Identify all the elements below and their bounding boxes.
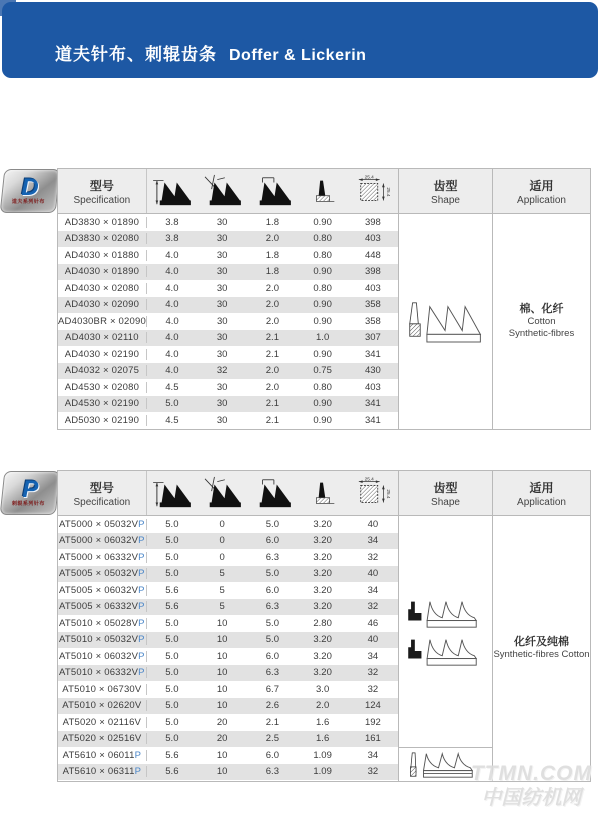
rib-thickness-icon xyxy=(298,471,348,515)
table-row xyxy=(58,764,398,781)
table-row xyxy=(58,313,398,330)
value-cell-angle: 10 xyxy=(216,634,228,646)
table-row xyxy=(58,330,398,347)
value-cell-height: 4.0 xyxy=(165,282,179,294)
value-cell-height: 4.0 xyxy=(165,332,179,344)
value-cell-pitch: 2.1 xyxy=(265,398,279,410)
svg-text:25.4: 25.4 xyxy=(385,187,391,197)
value-cell-height: 5.6 xyxy=(165,749,179,761)
value-cell-density: 403 xyxy=(364,282,381,294)
value-cell-height: 5.6 xyxy=(165,601,179,613)
value-cell-angle: 30 xyxy=(216,299,228,311)
model-cell: AT5010 × 02620V xyxy=(58,700,147,711)
doffer-table-header xyxy=(58,169,398,214)
value-cell-density: 124 xyxy=(364,700,381,712)
model-cell: AD4530 × 02080 xyxy=(58,382,147,393)
value-cell-thickness: 3.20 xyxy=(313,601,332,613)
model-cell: AT5010 × 06332VP xyxy=(58,667,147,678)
value-cell-density: 32 xyxy=(367,667,379,679)
value-cell-height: 4.0 xyxy=(165,249,179,261)
value-cell-density: 358 xyxy=(364,299,381,311)
value-cell-density: 32 xyxy=(367,683,379,695)
table-row xyxy=(58,247,398,264)
application-cn: 化纤及纯棉 xyxy=(513,636,569,648)
application-cn: 棉、化纤 xyxy=(519,302,564,315)
value-cell-pitch: 2.0 xyxy=(265,365,279,377)
value-cell-height: 5.0 xyxy=(165,535,179,547)
value-cell-pitch: 6.0 xyxy=(265,535,279,547)
model-cell: AT5010 × 05028VP xyxy=(58,618,147,629)
value-cell-pitch: 2.0 xyxy=(265,381,279,393)
lickerin-shape-column xyxy=(398,471,492,781)
application-en1: Cotton xyxy=(527,315,556,327)
value-cell-density: 40 xyxy=(367,634,379,646)
spec-column-header xyxy=(58,169,147,213)
value-cell-angle: 5 xyxy=(219,584,225,596)
tooth-density-icon xyxy=(348,471,398,515)
watermark-line2: 中国纺机网 xyxy=(481,787,582,809)
application-header-en: Application xyxy=(517,194,566,206)
value-cell-angle: 0 xyxy=(219,518,225,530)
table-row xyxy=(58,632,398,649)
value-cell-pitch: 2.1 xyxy=(265,414,279,426)
lickerin-series-logo xyxy=(0,471,60,515)
value-cell-density: 40 xyxy=(367,518,379,530)
value-cell-density: 40 xyxy=(367,568,379,580)
value-cell-height: 5.6 xyxy=(165,766,179,778)
spec-header-cn: 型号 xyxy=(89,480,114,495)
lickerin-logo-caption: 刺辊系列针布 xyxy=(12,501,46,507)
shape-column-header xyxy=(399,169,492,214)
value-cell-height: 4.0 xyxy=(165,348,179,360)
doffer-tooth-profile-icon xyxy=(404,296,488,346)
value-cell-height: 3.8 xyxy=(165,216,179,228)
value-cell-angle: 30 xyxy=(216,348,228,360)
tooth-front-angle-icon xyxy=(197,169,247,213)
value-cell-pitch: 2.6 xyxy=(265,700,279,712)
value-cell-height: 5.0 xyxy=(165,518,179,530)
spec-column-header xyxy=(58,471,147,515)
model-cell: AT5000 × 06332VP xyxy=(58,552,147,563)
value-cell-height: 5.0 xyxy=(165,733,179,745)
value-cell-thickness: 3.20 xyxy=(313,568,332,580)
model-cell: AT5610 × 06311P xyxy=(58,766,147,777)
model-cell: AD4030 × 02080 xyxy=(58,283,147,294)
value-cell-angle: 30 xyxy=(216,414,228,426)
svg-text:25.4: 25.4 xyxy=(364,477,374,483)
value-cell-thickness: 3.20 xyxy=(313,667,332,679)
lickerin-table-left xyxy=(58,471,398,781)
value-cell-height: 5.0 xyxy=(165,667,179,679)
value-cell-angle: 30 xyxy=(216,381,228,393)
value-cell-thickness: 0.80 xyxy=(313,233,332,245)
model-cell: AD3830 × 02080 xyxy=(58,233,147,244)
value-cell-density: 32 xyxy=(367,766,379,778)
value-cell-thickness: 0.90 xyxy=(313,398,332,410)
model-cell: AD4030 × 01890 xyxy=(58,266,147,277)
value-cell-thickness: 0.90 xyxy=(313,315,332,327)
value-cell-angle: 30 xyxy=(217,315,228,327)
value-cell-thickness: 0.80 xyxy=(313,381,332,393)
tooth-density-icon xyxy=(348,169,398,213)
table-row xyxy=(58,549,398,566)
value-cell-thickness: 0.75 xyxy=(313,365,332,377)
svg-text:25.4: 25.4 xyxy=(385,489,391,499)
page-title-cn: 道夫针布、刺辊齿条 xyxy=(55,45,217,64)
value-cell-angle: 0 xyxy=(219,535,225,547)
model-cell: AT5000 × 06032VP xyxy=(58,535,147,546)
value-cell-density: 34 xyxy=(367,535,379,547)
table-row xyxy=(58,363,398,380)
value-cell-pitch: 5.0 xyxy=(265,617,279,629)
lickerin-spec-table xyxy=(57,470,591,782)
value-cell-angle: 30 xyxy=(216,332,228,344)
value-cell-height: 4.0 xyxy=(165,365,179,377)
value-cell-height: 3.8 xyxy=(165,233,179,245)
value-cell-pitch: 5.0 xyxy=(265,518,279,530)
table-row xyxy=(58,346,398,363)
model-cell: AT5610 × 06011P xyxy=(58,750,147,761)
value-cell-density: 34 xyxy=(367,650,379,662)
value-cell-density: 32 xyxy=(367,601,379,613)
value-cell-density: 341 xyxy=(364,414,381,426)
value-cell-angle: 32 xyxy=(216,365,228,377)
value-cell-angle: 10 xyxy=(216,700,228,712)
tooth-tip-width-icon xyxy=(247,471,297,515)
value-cell-density: 192 xyxy=(364,716,381,728)
value-cell-thickness: 3.20 xyxy=(313,584,332,596)
application-en2: Synthetic-fibres xyxy=(508,327,575,339)
spec-header-en: Specification xyxy=(73,496,131,508)
value-cell-thickness: 2.80 xyxy=(313,617,332,629)
value-cell-pitch: 6.3 xyxy=(265,667,279,679)
value-cell-angle: 10 xyxy=(216,650,228,662)
value-cell-angle: 30 xyxy=(216,216,228,228)
table-row xyxy=(58,599,398,616)
spec-header-en: Specification xyxy=(73,194,131,206)
table-row xyxy=(58,264,398,281)
value-cell-thickness: 3.20 xyxy=(313,535,332,547)
value-cell-height: 4.5 xyxy=(165,381,179,393)
table-row xyxy=(58,566,398,583)
lickerin-shape-drawings xyxy=(399,516,492,747)
doffer-logo-letter: D xyxy=(21,174,39,201)
value-cell-density: 161 xyxy=(364,733,381,745)
table-row xyxy=(58,280,398,297)
application-header-cn: 适用 xyxy=(529,178,554,193)
table-row xyxy=(58,516,398,533)
model-cell: AD4030 × 02110 xyxy=(58,332,147,343)
table-row xyxy=(58,582,398,599)
value-cell-pitch: 6.0 xyxy=(265,650,279,662)
value-cell-height: 5.0 xyxy=(165,551,179,563)
value-cell-angle: 20 xyxy=(216,716,228,728)
table-row xyxy=(58,396,398,413)
value-cell-pitch: 2.0 xyxy=(265,282,279,294)
model-cell: AT5020 × 02516V xyxy=(58,733,147,744)
value-cell-thickness: 3.0 xyxy=(316,683,330,695)
model-cell: AD4530 × 02190 xyxy=(58,398,147,409)
value-cell-pitch: 6.3 xyxy=(265,766,279,778)
value-cell-density: 403 xyxy=(364,233,381,245)
value-cell-angle: 30 xyxy=(216,398,228,410)
value-cell-density: 307 xyxy=(364,332,381,344)
model-cell: AT5010 × 06032VP xyxy=(58,651,147,662)
value-cell-height: 5.0 xyxy=(165,716,179,728)
value-cell-height: 4.0 xyxy=(165,315,179,327)
doffer-spec-table xyxy=(57,168,591,430)
value-cell-pitch: 2.1 xyxy=(265,716,279,728)
value-cell-angle: 30 xyxy=(216,233,228,245)
value-cell-height: 5.0 xyxy=(165,398,179,410)
value-cell-angle: 10 xyxy=(216,683,228,695)
value-cell-density: 403 xyxy=(364,381,381,393)
value-cell-density: 448 xyxy=(364,249,381,261)
value-cell-density: 398 xyxy=(364,266,381,278)
value-cell-pitch: 5.0 xyxy=(265,568,279,580)
value-cell-height: 4.0 xyxy=(165,299,179,311)
value-cell-angle: 0 xyxy=(219,551,225,563)
model-cell: AT5005 × 05032VP xyxy=(58,568,147,579)
table-row xyxy=(58,681,398,698)
watermark-line1: TTMN.COM xyxy=(470,762,592,785)
spec-header-cn: 型号 xyxy=(89,178,114,193)
value-cell-pitch: 6.0 xyxy=(265,584,279,596)
doffer-shape-drawing xyxy=(399,214,492,429)
model-cell: AT5000 × 05032VP xyxy=(58,519,147,530)
value-cell-density: 430 xyxy=(364,365,381,377)
value-cell-angle: 30 xyxy=(216,249,228,261)
table-row xyxy=(58,665,398,682)
lickerin-table-rows xyxy=(58,516,398,780)
value-cell-thickness: 0.90 xyxy=(313,266,332,278)
application-column-header xyxy=(493,471,590,516)
value-cell-density: 32 xyxy=(367,551,379,563)
value-cell-angle: 30 xyxy=(216,282,228,294)
application-column-header xyxy=(493,169,590,214)
model-cell: AT5010 × 06730V xyxy=(58,684,147,695)
value-cell-thickness: 3.20 xyxy=(313,518,332,530)
value-cell-height: 4.0 xyxy=(165,266,179,278)
page-title-en: Doffer & Lickerin xyxy=(229,47,367,64)
value-cell-thickness: 0.80 xyxy=(313,282,332,294)
model-cell: AT5005 × 06332VP xyxy=(58,601,147,612)
table-row xyxy=(58,648,398,665)
value-cell-thickness: 0.90 xyxy=(313,414,332,426)
shape-column-header xyxy=(399,471,492,516)
value-cell-angle: 20 xyxy=(216,733,228,745)
value-cell-density: 46 xyxy=(367,617,379,629)
value-cell-pitch: 2.0 xyxy=(265,299,279,311)
table-row xyxy=(58,615,398,632)
value-cell-angle: 10 xyxy=(216,749,228,761)
value-cell-thickness: 1.6 xyxy=(316,733,330,745)
tooth-tip-width-icon xyxy=(247,169,297,213)
tooth-total-height-icon xyxy=(147,471,197,515)
shape-header-en: Shape xyxy=(431,496,460,508)
model-cell: AD5030 × 02190 xyxy=(58,415,147,426)
value-cell-pitch: 6.0 xyxy=(265,749,279,761)
value-cell-height: 5.0 xyxy=(165,568,179,580)
value-cell-pitch: 2.0 xyxy=(265,233,279,245)
rib-thickness-icon xyxy=(298,169,348,213)
doffer-application-column xyxy=(492,169,590,429)
page-title xyxy=(2,40,366,78)
model-cell: AT5005 × 06032VP xyxy=(58,585,147,596)
table-row xyxy=(58,731,398,748)
value-cell-pitch: 6.3 xyxy=(265,601,279,613)
model-cell: AD4030 × 02090 xyxy=(58,299,147,310)
doffer-table-left xyxy=(58,169,398,429)
svg-text:25.4: 25.4 xyxy=(364,175,374,181)
model-cell: AT5010 × 05032VP xyxy=(58,634,147,645)
value-cell-height: 4.5 xyxy=(165,414,179,426)
lickerin-table-header xyxy=(58,471,398,516)
model-cell: AD3830 × 01890 xyxy=(58,217,147,228)
value-cell-thickness: 1.09 xyxy=(313,766,332,778)
value-cell-density: 34 xyxy=(367,584,379,596)
doffer-table-rows xyxy=(58,214,398,429)
table-row xyxy=(58,231,398,248)
doffer-logo-caption: 道夫系列针布 xyxy=(12,199,46,205)
lickerin-tooth-profile-icon xyxy=(404,596,488,630)
value-cell-pitch: 6.3 xyxy=(265,551,279,563)
value-cell-angle: 10 xyxy=(216,766,228,778)
model-cell: AD4032 × 02075 xyxy=(58,365,147,376)
shape-header-cn: 齿型 xyxy=(433,480,458,495)
value-cell-thickness: 3.20 xyxy=(313,634,332,646)
value-cell-pitch: 2.1 xyxy=(265,348,279,360)
model-cell: AT5020 × 02116V xyxy=(58,717,147,728)
value-cell-angle: 10 xyxy=(216,617,228,629)
value-cell-angle: 30 xyxy=(216,266,228,278)
value-cell-thickness: 0.90 xyxy=(313,299,332,311)
lickerin-application-text xyxy=(493,516,590,781)
value-cell-thickness: 3.20 xyxy=(313,551,332,563)
value-cell-thickness: 2.0 xyxy=(316,700,330,712)
value-cell-density: 398 xyxy=(364,216,381,228)
value-cell-thickness: 1.09 xyxy=(313,749,332,761)
model-cell: AD4030 × 01880 xyxy=(58,250,147,261)
value-cell-thickness: 1.6 xyxy=(316,716,330,728)
lickerin-tooth-profile-icon xyxy=(404,750,488,780)
doffer-application-text xyxy=(493,214,590,429)
value-cell-density: 358 xyxy=(364,315,381,327)
value-cell-angle: 5 xyxy=(219,568,225,580)
table-row xyxy=(58,533,398,550)
value-cell-angle: 5 xyxy=(219,601,225,613)
shape-header-en: Shape xyxy=(431,194,460,206)
value-cell-pitch: 1.8 xyxy=(265,249,279,261)
value-cell-thickness: 3.20 xyxy=(313,650,332,662)
application-header-en: Application xyxy=(517,496,566,508)
value-cell-thickness: 0.90 xyxy=(313,216,332,228)
value-cell-density: 341 xyxy=(364,398,381,410)
value-cell-height: 5.0 xyxy=(165,634,179,646)
application-header-cn: 适用 xyxy=(529,480,554,495)
tooth-total-height-icon xyxy=(147,169,197,213)
value-cell-pitch: 2.1 xyxy=(265,332,279,344)
value-cell-pitch: 2.5 xyxy=(265,733,279,745)
value-cell-height: 5.6 xyxy=(165,584,179,596)
value-cell-height: 5.0 xyxy=(165,683,179,695)
tooth-front-angle-icon xyxy=(197,471,247,515)
model-cell: AD4030 × 02190 xyxy=(58,349,147,360)
value-cell-pitch: 1.8 xyxy=(265,266,279,278)
value-cell-pitch: 2.0 xyxy=(265,315,280,327)
lickerin-application-column xyxy=(492,471,590,781)
table-row xyxy=(58,379,398,396)
lickerin-tooth-profile-icon xyxy=(404,634,488,668)
value-cell-pitch: 5.0 xyxy=(265,634,279,646)
value-cell-height: 5.0 xyxy=(165,700,179,712)
application-en1: Synthetic-fibres Cotton xyxy=(493,649,590,660)
value-cell-height: 5.0 xyxy=(165,650,179,662)
table-row xyxy=(58,297,398,314)
table-row xyxy=(58,412,398,429)
lickerin-logo-letter: P xyxy=(22,476,39,503)
doffer-shape-column xyxy=(398,169,492,429)
table-row xyxy=(58,747,398,764)
table-row xyxy=(58,698,398,715)
value-cell-density: 341 xyxy=(364,348,381,360)
value-cell-pitch: 1.8 xyxy=(265,216,279,228)
value-cell-density: 34 xyxy=(367,749,379,761)
page-header xyxy=(2,2,598,78)
shape-header-cn: 齿型 xyxy=(433,178,458,193)
model-cell: AD4030BR × 02090 xyxy=(58,315,146,327)
value-cell-thickness: 0.90 xyxy=(313,348,332,360)
value-cell-angle: 10 xyxy=(216,667,228,679)
table-row xyxy=(58,714,398,731)
lickerin-shape-drawing-bottom xyxy=(399,747,492,781)
value-cell-thickness: 0.80 xyxy=(313,249,332,261)
table-row xyxy=(58,214,398,231)
value-cell-pitch: 6.7 xyxy=(265,683,279,695)
value-cell-height: 5.0 xyxy=(165,617,179,629)
value-cell-thickness: 1.0 xyxy=(316,332,330,344)
doffer-series-logo xyxy=(0,169,60,213)
